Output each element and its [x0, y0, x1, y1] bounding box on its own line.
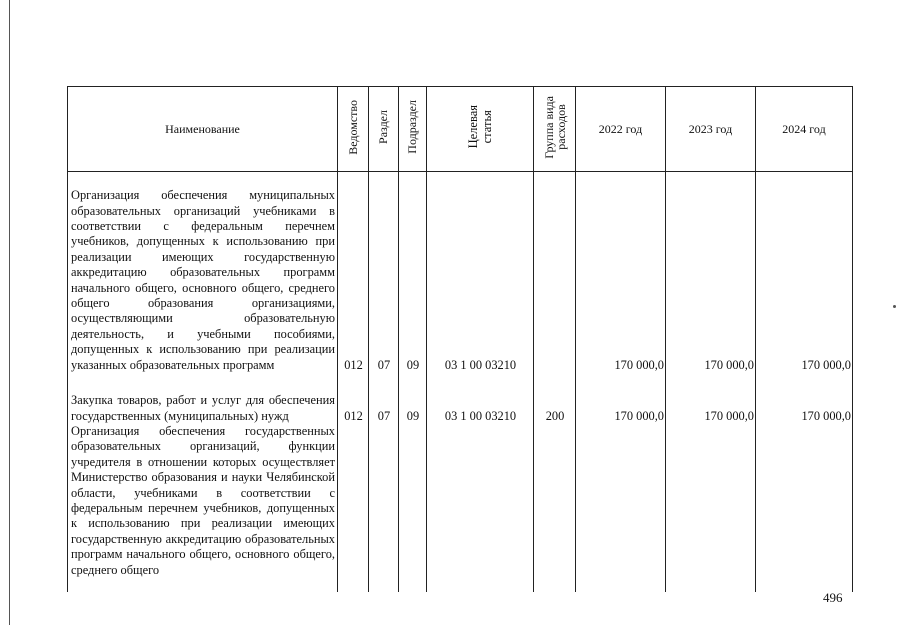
- row-dept: [338, 424, 369, 592]
- scan-speck: [893, 305, 896, 308]
- row-subsection: [399, 424, 427, 592]
- header-section: Раздел: [369, 87, 399, 172]
- table-row: [68, 424, 853, 592]
- row-amount-2022: [576, 424, 666, 592]
- table-row: [68, 172, 853, 377]
- row-subsection: 09: [399, 376, 427, 424]
- row-amount-2024: 170 000,0: [756, 376, 853, 424]
- header-dept: Ведомство: [338, 87, 369, 172]
- header-subsection: Подраздел: [399, 87, 427, 172]
- header-expense-group: Группа вида расходов: [534, 87, 576, 172]
- binder-margin-line: [9, 0, 10, 625]
- row-target-article: 03 1 00 03210: [427, 172, 534, 377]
- page-number: 496: [823, 590, 843, 605]
- header-2022: 2022 год: [576, 87, 666, 172]
- row-amount-2023: 170 000,0: [666, 172, 756, 377]
- row-amount-2023: [666, 424, 756, 592]
- row-target-article: 03 1 00 03210: [427, 376, 534, 424]
- row-amount-2024: [756, 424, 853, 592]
- row-name: Закупка товаров, работ и услуг для обеспечения государственных (муниципальных) нужд: [68, 376, 338, 424]
- row-section: 07: [369, 376, 399, 424]
- row-expense-group: [534, 424, 576, 592]
- row-expense-group: 200: [534, 376, 576, 424]
- header-2024: 2024 год: [756, 87, 853, 172]
- row-expense-group: [534, 172, 576, 377]
- row-amount-2022: 170 000,0: [576, 172, 666, 377]
- row-subsection: 09: [399, 172, 427, 377]
- row-section: [369, 424, 399, 592]
- header-name: Наименование: [68, 87, 338, 172]
- row-dept: 012: [338, 376, 369, 424]
- row-name: Организация обеспечения государственных образовательных организаций, функции учредителя в отношении которых осуществляет Министерство образования и науки Челябинской области, учебниками в соответствии с федеральным перечнем учебников, допущенных к использованию при реализации имеющих государственную аккредитацию образовательных программ начального общего, основного общего, среднего общего: [68, 424, 338, 592]
- row-amount-2022: 170 000,0: [576, 376, 666, 424]
- header-2023: 2023 год: [666, 87, 756, 172]
- row-amount-2023: 170 000,0: [666, 376, 756, 424]
- row-dept: 012: [338, 172, 369, 377]
- header-target-article: Целевая статья: [427, 87, 534, 172]
- row-name: Организация обеспечения муниципальных образовательных организаций учебниками в соответствии с федеральным перечнем учебников, допущенных к использованию при реализации имеющих государственную аккредитацию образовательных программ начального общего, основного общего, среднего общего образования организациями, осуществляющими образовательную деятельность, и учебными пособиями, допущенных к использованию при реализации указанных образовательных программ: [68, 172, 338, 377]
- budget-table: [67, 86, 853, 592]
- table-row: [68, 376, 853, 424]
- row-amount-2024: 170 000,0: [756, 172, 853, 377]
- table-header-row: [68, 87, 853, 172]
- row-target-article: [427, 424, 534, 592]
- row-section: 07: [369, 172, 399, 377]
